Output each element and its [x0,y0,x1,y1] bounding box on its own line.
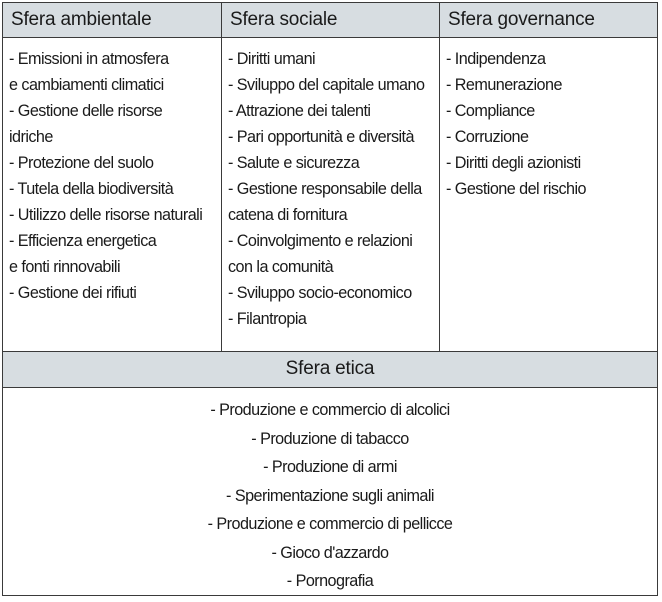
list-item: - Efficienza energetica [9,232,157,250]
column-ambientale-header: Sfera ambientale [3,3,221,38]
list-item: - Sviluppo del capitale umano [228,76,425,94]
list-item: - Diritti degli azionisti [446,154,581,172]
list-item: - Gestione responsabile della [228,180,422,198]
list-item: - Sperimentazione sugli animali [226,486,434,505]
list-item: - Tutela della biodiversità [9,180,174,198]
list-item: - Remunerazione [446,76,562,94]
list-item: - Filantropia [228,310,307,328]
list-item: - Gioco d'azzardo [271,543,389,562]
column-governance-header: Sfera governance [440,3,657,38]
list-item: - Gestione dei rifiuti [9,284,137,302]
list-item: - Gestione delle risorse [9,102,163,120]
section-etica-header: Sfera etica [3,352,657,388]
list-item: - Indipendenza [446,50,546,68]
list-item: - Sviluppo socio-economico [228,284,412,302]
list-item: - Compliance [446,102,535,120]
list-item: - Pornografia [286,572,374,590]
column-sociale-header: Sfera sociale [222,3,439,38]
list-item: - Pari opportunità e diversità [228,128,414,146]
column-sociale-list [222,38,439,332]
list-item: con la comunità [228,258,334,276]
list-item: - Produzione e commercio di alcolici [210,401,450,419]
list-item: - Protezione del suolo [9,154,154,172]
list-item: - Attrazione dei talenti [228,102,371,120]
column-governance-list [440,38,657,202]
list-item: - Produzione di tabacco [251,429,409,448]
column-ambientale [3,3,221,351]
column-ambientale-list [3,38,221,306]
section-etica [3,352,657,596]
column-governance [439,3,657,351]
list-item: - Produzione e commercio di pellicce [207,515,453,533]
list-item: - Gestione del rischio [446,180,586,198]
list-item: - Produzione di armi [263,458,397,476]
list-item: - Diritti umani [228,50,316,68]
list-item: idriche [9,128,53,146]
list-item: catena di fornitura [228,206,348,224]
list-item: - Emissioni in atmosfera [9,50,169,68]
list-item: - Utilizzo delle risorse naturali [9,206,203,224]
section-etica-list [3,388,657,596]
esg-table [2,2,658,596]
column-sociale [221,3,439,351]
list-item: - Coinvolgimento e relazioni [228,232,413,250]
esg-columns [3,3,657,352]
list-item: - Corruzione [446,128,529,146]
list-item: - Salute e sicurezza [228,154,360,172]
list-item: e cambiamenti climatici [9,76,164,94]
list-item: e fonti rinnovabili [9,258,121,276]
